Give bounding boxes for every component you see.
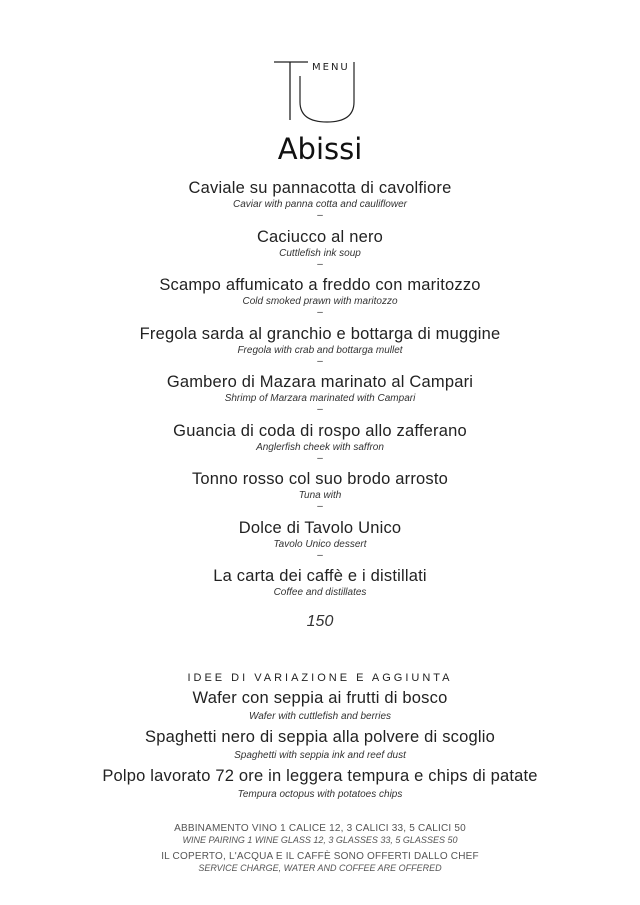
variation-name-en: Wafer with cuttlefish and berries — [248, 711, 392, 722]
course-name-it: Caviale su pannacotta di cavolfiore — [188, 179, 452, 197]
course-name-en: Cuttlefish ink soup — [279, 247, 361, 259]
variation-item — [0, 766, 640, 803]
course-name-it: Tonno rosso col suo brodo arrosto — [191, 470, 449, 488]
variations-list — [0, 688, 640, 803]
course-item — [0, 178, 640, 227]
variation-item — [0, 688, 640, 725]
course-name-en: Shrimp of Marzara marinated with Campari — [224, 393, 416, 404]
course-name-it: La carta dei caffè e i distillati — [213, 567, 427, 585]
course-name-it: Caciucco al nero — [256, 227, 384, 246]
variations-heading: IDEE DI VARIAZIONE E AGGIUNTA — [187, 672, 453, 684]
course-name-en: Tavolo Unico dessert — [273, 538, 367, 550]
course-separator: – — [317, 452, 323, 464]
course-name-it: Guancia di coda di rospo allo zafferano — [173, 421, 467, 440]
course-name-it: Gambero di Mazara marinato al Campari — [166, 373, 474, 391]
wine-pairing-en: WINE PAIRING 1 WINE GLASS 12, 3 GLASSES 33, 5 GLASSES 50 — [182, 834, 458, 845]
wine-pairing-it: ABBINAMENTO VINO 1 CALICE 12, 3 CALICI 33, 5 CALICI 50 — [174, 823, 466, 834]
course-separator: – — [317, 501, 323, 512]
course-separator: – — [317, 210, 323, 221]
course-name-en: Cold smoked prawn with maritozzo — [242, 296, 398, 307]
menu-price: 150 — [306, 613, 334, 630]
variations-section — [0, 670, 640, 803]
course-item — [0, 227, 640, 276]
course-name-en: Anglerfish cheek with saffron — [256, 441, 384, 453]
footer — [0, 823, 640, 874]
variation-name-it: Polpo lavorato 72 ore in leggera tempura e chips di patate — [102, 767, 538, 785]
course-name-en: Coffee and distillates — [273, 587, 367, 598]
course-item — [0, 324, 640, 373]
variation-item — [0, 727, 640, 764]
course-item — [0, 372, 640, 421]
course-item — [0, 518, 640, 567]
course-item — [0, 469, 640, 518]
course-name-it: Scampo affumicato a freddo con maritozzo — [159, 276, 481, 294]
menu-title: Abissi — [277, 132, 363, 166]
cover-note-it: IL COPERTO, L'ACQUA E IL CAFFÈ SONO OFFERTI DALLO CHEF — [161, 851, 479, 862]
variation-name-en: Tempura octopus with potatoes chips — [237, 789, 403, 800]
course-item — [0, 566, 640, 615]
cover-note-en: SERVICE CHARGE, WATER AND COFFEE ARE OFFERED — [198, 862, 442, 873]
course-separator: – — [317, 307, 323, 318]
logo-menu-label: MENU — [312, 62, 350, 73]
course-name-en: Fregola with crab and bottarga mullet — [237, 344, 403, 356]
course-separator: – — [317, 404, 323, 415]
course-separator: – — [317, 258, 323, 270]
course-name-en: Caviar with panna cotta and cauliflower — [233, 199, 407, 210]
course-name-it: Fregola sarda al granchio e bottarga di muggine — [139, 324, 501, 343]
course-item — [0, 421, 640, 470]
variation-name-it: Wafer con seppia ai frutti di bosco — [192, 689, 448, 707]
tu-logo — [270, 58, 365, 126]
course-name-it: Dolce di Tavolo Unico — [238, 518, 402, 537]
course-item — [0, 275, 640, 324]
variation-name-en: Spaghetti with seppia ink and reef dust — [234, 750, 406, 761]
variation-name-it: Spaghetti nero di seppia alla polvere di scoglio — [145, 728, 495, 746]
course-separator: – — [317, 355, 323, 367]
course-list — [0, 178, 640, 615]
course-name-en: Tuna with — [298, 490, 342, 501]
course-separator: – — [317, 549, 323, 561]
